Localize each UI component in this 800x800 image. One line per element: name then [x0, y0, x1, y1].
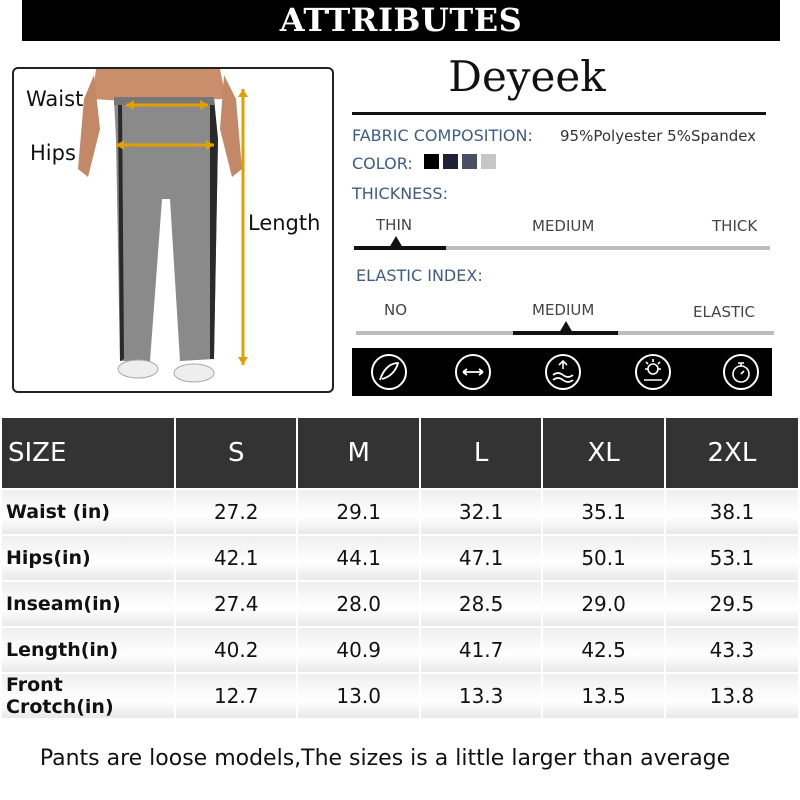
brand-divider [352, 112, 766, 115]
fabric-value: 95%Polyester 5%Spandex [560, 127, 757, 145]
pants-measurement-diagram [12, 67, 334, 393]
table-cell: 12.7 [176, 674, 296, 718]
table-cell: 53.1 [666, 536, 798, 580]
feather-icon [370, 353, 408, 391]
table-row [2, 674, 798, 718]
table-cell: 35.1 [543, 490, 663, 534]
size-m-header: M [298, 418, 418, 488]
row-label: Length(in) [2, 628, 174, 672]
table-cell: 29.1 [298, 490, 418, 534]
size-chart-table [0, 416, 800, 720]
row-label: Front Crotch(in) [2, 674, 174, 718]
thickness-medium-label: MEDIUM [532, 217, 595, 235]
stretch-icon [454, 353, 492, 391]
table-cell: 50.1 [543, 536, 663, 580]
row-label: Hips(in) [2, 536, 174, 580]
table-row [2, 536, 798, 580]
waist-label: Waist [26, 87, 84, 111]
thickness-thick-label: THICK [712, 217, 758, 235]
table-cell: 43.3 [666, 628, 798, 672]
table-cell: 13.5 [543, 674, 663, 718]
size-l-header: L [421, 418, 541, 488]
feature-icons-bar [352, 348, 772, 396]
table-cell: 27.4 [176, 582, 296, 626]
elastic-index-label: ELASTIC INDEX: [356, 266, 483, 285]
table-cell: 29.5 [666, 582, 798, 626]
table-row [2, 490, 798, 534]
elastic-marker-icon [559, 321, 573, 333]
table-cell: 28.0 [298, 582, 418, 626]
table-cell: 38.1 [666, 490, 798, 534]
table-header-row [2, 418, 798, 488]
brand-logo: Deyeek [448, 52, 606, 101]
table-cell: 40.2 [176, 628, 296, 672]
table-cell: 47.1 [421, 536, 541, 580]
thickness-marker-icon [389, 236, 403, 248]
table-row [2, 582, 798, 626]
table-cell: 40.9 [298, 628, 418, 672]
table-cell: 28.5 [421, 582, 541, 626]
hips-label: Hips [30, 141, 76, 165]
elastic-no-label: NO [384, 301, 408, 319]
color-swatch [443, 154, 458, 169]
size-s-header: S [176, 418, 296, 488]
fit-note: Pants are loose models,The sizes is a little larger than average [39, 746, 731, 771]
size-xl-header: XL [543, 418, 663, 488]
elastic-medium-label: MEDIUM [532, 301, 595, 319]
length-label: Length [248, 211, 321, 235]
table-cell: 13.0 [298, 674, 418, 718]
color-swatch [462, 154, 477, 169]
table-cell: 42.5 [543, 628, 663, 672]
table-cell: 41.7 [421, 628, 541, 672]
thickness-thin-label: THIN [376, 216, 413, 234]
table-cell: 44.1 [298, 536, 418, 580]
table-cell: 27.2 [176, 490, 296, 534]
elastic-elastic-label: ELASTIC [693, 303, 756, 321]
color-swatch [481, 154, 496, 169]
fabric-label: FABRIC COMPOSITION: [352, 126, 533, 145]
row-label: Waist (in) [2, 490, 174, 534]
table-cell: 42.1 [176, 536, 296, 580]
quick-dry-icon [722, 353, 760, 391]
table-row [2, 628, 798, 672]
table-cell: 29.0 [543, 582, 663, 626]
uv-protection-icon [634, 353, 672, 391]
row-label: Inseam(in) [2, 582, 174, 626]
breathable-icon [544, 353, 582, 391]
table-cell: 13.8 [666, 674, 798, 718]
color-swatch [424, 154, 439, 169]
table-cell: 13.3 [421, 674, 541, 718]
size-2xl-header: 2XL [666, 418, 798, 488]
attributes-banner: ATTRIBUTES [22, 0, 780, 41]
thickness-label: THICKNESS: [352, 184, 448, 203]
size-column-header: SIZE [2, 418, 174, 488]
table-cell: 32.1 [421, 490, 541, 534]
color-label: COLOR: [352, 154, 413, 173]
